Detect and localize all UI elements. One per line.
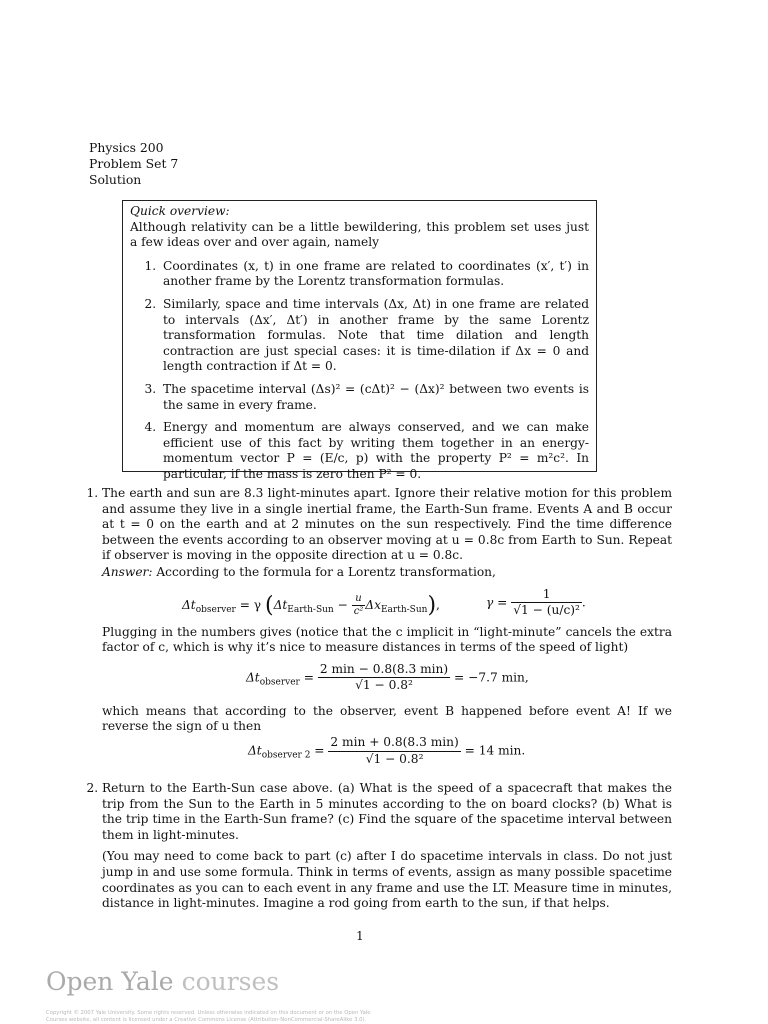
eq1-dt-sub: Earth-Sun [287, 604, 334, 615]
eq1-gamma-def: γ = [486, 595, 508, 610]
eq3-lhs-sub: observer 2 [261, 750, 311, 761]
problem-2-text: 2. Return to the Earth-Sun case above. (a) What is the speed of a spacecraft that makes the trip from the Sun to the Earth in 5 minutes according to the on board clocks? (b) What is the trip time in the Earth-Sun frame? (c) Find the square of the spacetime interval between them in light-minutes. [102, 780, 672, 842]
overview-list [130, 259, 589, 483]
observer-equation: $\Delta t_{observer}$ = $\frac{2 \min - 0.8(8.3 \min)}{\text{√1 − 0.8²}}$ = −7.7 min, [246, 661, 529, 693]
eq1-lhs-sub: observer [195, 604, 236, 615]
page-number: 1 [356, 929, 364, 943]
quick-overview-box [122, 200, 597, 481]
eq1-c2: c² [353, 605, 364, 617]
observer2-equation: $\Delta t_{observer 2}$ = $\frac{2 \min + 0.8(8.3 \min)}{\text{√1 − 0.8²}}$ = 14 min. [248, 734, 526, 766]
eq3-frac [328, 735, 460, 767]
eq1-u-frac [352, 593, 366, 618]
course-title: Physics 200 [89, 140, 164, 155]
answer-label: Answer: [102, 564, 153, 579]
eq1-dx-sub: Earth-Sun [380, 604, 428, 615]
plugging-text: Plugging in the numbers gives (notice that the c implicit in “light-minute” cancels the extra factor of c, which is why it’s nice to measure distances in terms of the speed of light) [102, 624, 672, 655]
problems-list [82, 486, 672, 912]
open-yale-courses-logo[interactable] [46, 967, 280, 996]
solution-label: Solution [89, 172, 142, 187]
overview-item-2: 2. Similarly, space and time intervals (Δx, Δt) in one frame are related to intervals (Δx′, Δt′) in another frame by the same Lorentz transformation formulas. Note that time dilation and length contraction are just special cases: it is time-dilation if Δx = 0 and length contraction if Δt = 0. [160, 297, 589, 375]
eq1-gamma: = γ [239, 597, 262, 612]
problem-1 [102, 486, 672, 775]
eq3-den: √1 − 0.8² [365, 751, 424, 766]
problem-1-text: 1. The earth and sun are 8.3 light-minutes apart. Ignore their relative motion for this problem and assume they live in a single inertial frame, the Earth-Sun frame. Events A and B occur at t = 0 on the earth and at 2 minutes on the sun respectively. Find the time difference between the events according to an observer moving at u = 0.8c from Earth to Sun. Repeat if observer is moving in the opposite direction at u = 0.8c. [102, 486, 672, 563]
eq1-dt: Δt [273, 597, 288, 612]
eq2-den: √1 − 0.8² [355, 678, 413, 693]
eq1-u: u [355, 592, 362, 604]
eq2-num: 2 min − 0.8(8.3 min) [318, 662, 450, 679]
which-means-text: which means that according to the observer, event B happened before event A! If we reverse the sign of u then [102, 703, 672, 734]
logo-courses: courses [181, 967, 280, 996]
problem-set-title: Problem Set 7 [89, 156, 179, 171]
logo-open-yale: Open Yale [46, 967, 174, 996]
eq1-dx: Δx [365, 597, 381, 612]
overview-intro: Although relativity can be a little bewildering, this problem set uses just a few ideas over and over again, namely [130, 219, 589, 250]
overview-item-4: 4. Energy and momentum are always conserved, and we can make efficient use of this fact by writing them together in an energy-momentum vector P = (E/c, p) with the property P² = m²c². In particular, if the mass is zero then P² = 0. [160, 420, 589, 482]
copyright-line-2: Courses website, all content is licensed under a Creative Commons License (Attribution-NonCommercial-ShareAlike 3.0). [46, 1017, 367, 1023]
eq3-num: 2 min + 0.8(8.3 min) [328, 735, 460, 752]
eq2-lhs-sub: observer [259, 677, 300, 688]
gamma-den: √1 − (u/c)² [513, 603, 580, 618]
eq1-lhs: Δt [182, 597, 196, 612]
eq2-frac [318, 662, 450, 694]
eq3-lhs: Δt [248, 743, 262, 758]
eq1-minus: − [337, 597, 348, 612]
answer-text: According to the formula for a Lorentz transformation, [156, 564, 496, 579]
overview-item-1: 1. Coordinates (x, t) in one frame are related to coordinates (x′, t′) in another frame by the Lorentz transformation formulas. [160, 259, 589, 290]
eq2-lhs: Δt [246, 670, 260, 685]
overview-item-3: 3. The spacetime interval (Δs)² = (cΔt)² − (Δx)² between two events is the same in every frame. [160, 382, 589, 413]
eq2-result: = −7.7 min, [454, 670, 529, 685]
copyright-line-1: Copyright © 2007 Yale University. Some rights reserved. Unless otherwise indicated on this document or on the Open Yale [46, 1010, 371, 1016]
problem-2-hint: (You may need to come back to part (c) after I do spacetime intervals in class. Do not just jump in and use some formula. Think in terms of events, assign as many possible spacetime coordinates as you can to each event in any frame and use the LT. Measure time in minutes, distance in light-minutes. Imagine a rod going from earth to the sun, if that helps. [102, 849, 672, 911]
gamma-frac [511, 587, 582, 619]
eq3-result: = 14 min. [464, 743, 526, 758]
problem-2 [102, 781, 672, 912]
overview-title: Quick overview: [130, 204, 230, 218]
gamma-num: 1 [511, 587, 582, 604]
lorentz-equation: $\Delta t_{observer} = \gamma$ ($\Delta t_{Earth-Sun}$ − $\frac{u}{\text{c²}}$ $\Delta x_{Earth-Sun}$), γ = $\frac{1}{\text{√1 − (u/c)²}}$ . [182, 586, 586, 618]
